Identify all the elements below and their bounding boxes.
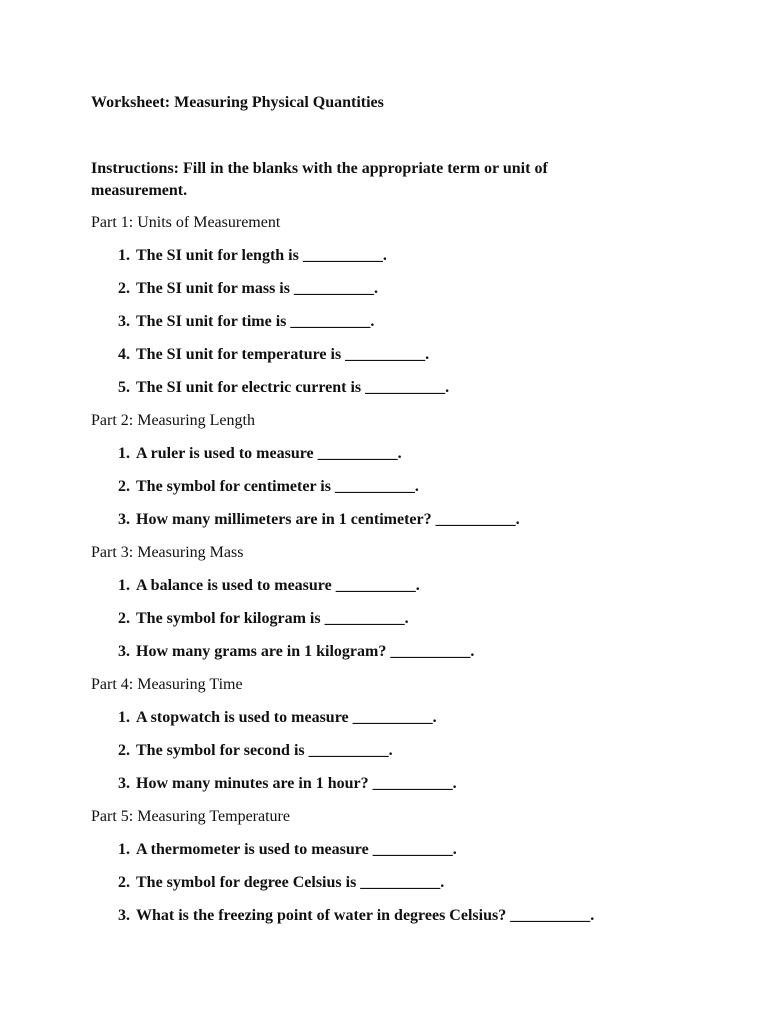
part-heading: Part 4: Measuring Time xyxy=(91,676,243,693)
question-text: The SI unit for temperature is __________. xyxy=(136,346,430,363)
question-text: The symbol for degree Celsius is __________. xyxy=(136,874,445,891)
question-number: 3. xyxy=(118,511,130,528)
part-heading: Part 3: Measuring Mass xyxy=(91,544,244,561)
part-4 xyxy=(91,673,651,796)
question-number: 1. xyxy=(118,247,130,264)
question-number: 4. xyxy=(118,346,130,363)
question-item xyxy=(91,772,651,796)
question-number: 3. xyxy=(118,313,130,330)
question-number: 2. xyxy=(118,874,130,891)
question-text: What is the freezing point of water in degrees Celsius? __________. xyxy=(136,907,595,924)
question-item xyxy=(91,277,651,301)
question-item xyxy=(91,706,651,730)
question-text: A thermometer is used to measure __________. xyxy=(136,841,457,858)
part-heading: Part 2: Measuring Length xyxy=(91,412,255,429)
question-number: 2. xyxy=(118,610,130,627)
question-text: The SI unit for length is __________. xyxy=(136,247,387,264)
question-number: 3. xyxy=(118,643,130,660)
question-list xyxy=(91,244,651,400)
question-number: 2. xyxy=(118,478,130,495)
question-list xyxy=(91,838,651,928)
question-text: A ruler is used to measure __________. xyxy=(136,445,402,462)
question-number: 1. xyxy=(118,445,130,462)
question-item xyxy=(91,574,651,598)
question-item xyxy=(91,376,651,400)
question-item xyxy=(91,640,651,664)
question-item xyxy=(91,244,651,268)
question-text: The SI unit for mass is __________. xyxy=(136,280,378,297)
question-text: How many minutes are in 1 hour? __________. xyxy=(136,775,457,792)
question-number: 3. xyxy=(118,907,130,924)
question-item xyxy=(91,343,651,367)
question-number: 3. xyxy=(118,775,130,792)
question-text: The symbol for second is __________. xyxy=(136,742,393,759)
question-number: 5. xyxy=(118,379,130,396)
question-item xyxy=(91,310,651,334)
part-2 xyxy=(91,409,651,532)
question-text: A stopwatch is used to measure __________. xyxy=(136,709,437,726)
worksheet-page xyxy=(91,92,651,928)
question-item xyxy=(91,508,651,532)
part-5 xyxy=(91,805,651,928)
worksheet-title: Worksheet: Measuring Physical Quantities xyxy=(91,94,384,111)
question-item xyxy=(91,871,651,895)
part-heading: Part 1: Units of Measurement xyxy=(91,214,281,231)
part-3 xyxy=(91,541,651,664)
question-item xyxy=(91,838,651,862)
question-text: A balance is used to measure __________. xyxy=(136,577,420,594)
question-item xyxy=(91,475,651,499)
question-text: The symbol for centimeter is __________. xyxy=(136,478,419,495)
part-1 xyxy=(91,211,651,400)
part-heading: Part 5: Measuring Temperature xyxy=(91,808,290,825)
question-text: The SI unit for electric current is __________. xyxy=(136,379,450,396)
instructions-text: Instructions: Fill in the blanks with the appropriate term or unit of measurement. xyxy=(91,160,548,199)
question-item xyxy=(91,904,651,928)
question-text: The symbol for kilogram is __________. xyxy=(136,610,409,627)
question-number: 1. xyxy=(118,841,130,858)
question-number: 2. xyxy=(118,280,130,297)
question-text: How many millimeters are in 1 centimeter? __________. xyxy=(136,511,520,528)
question-text: How many grams are in 1 kilogram? __________. xyxy=(136,643,475,660)
question-list xyxy=(91,706,651,796)
question-number: 1. xyxy=(118,577,130,594)
question-text: The SI unit for time is __________. xyxy=(136,313,375,330)
question-number: 2. xyxy=(118,742,130,759)
question-item xyxy=(91,607,651,631)
question-list xyxy=(91,574,651,664)
question-list xyxy=(91,442,651,532)
question-item xyxy=(91,442,651,466)
question-item xyxy=(91,739,651,763)
question-number: 1. xyxy=(118,709,130,726)
